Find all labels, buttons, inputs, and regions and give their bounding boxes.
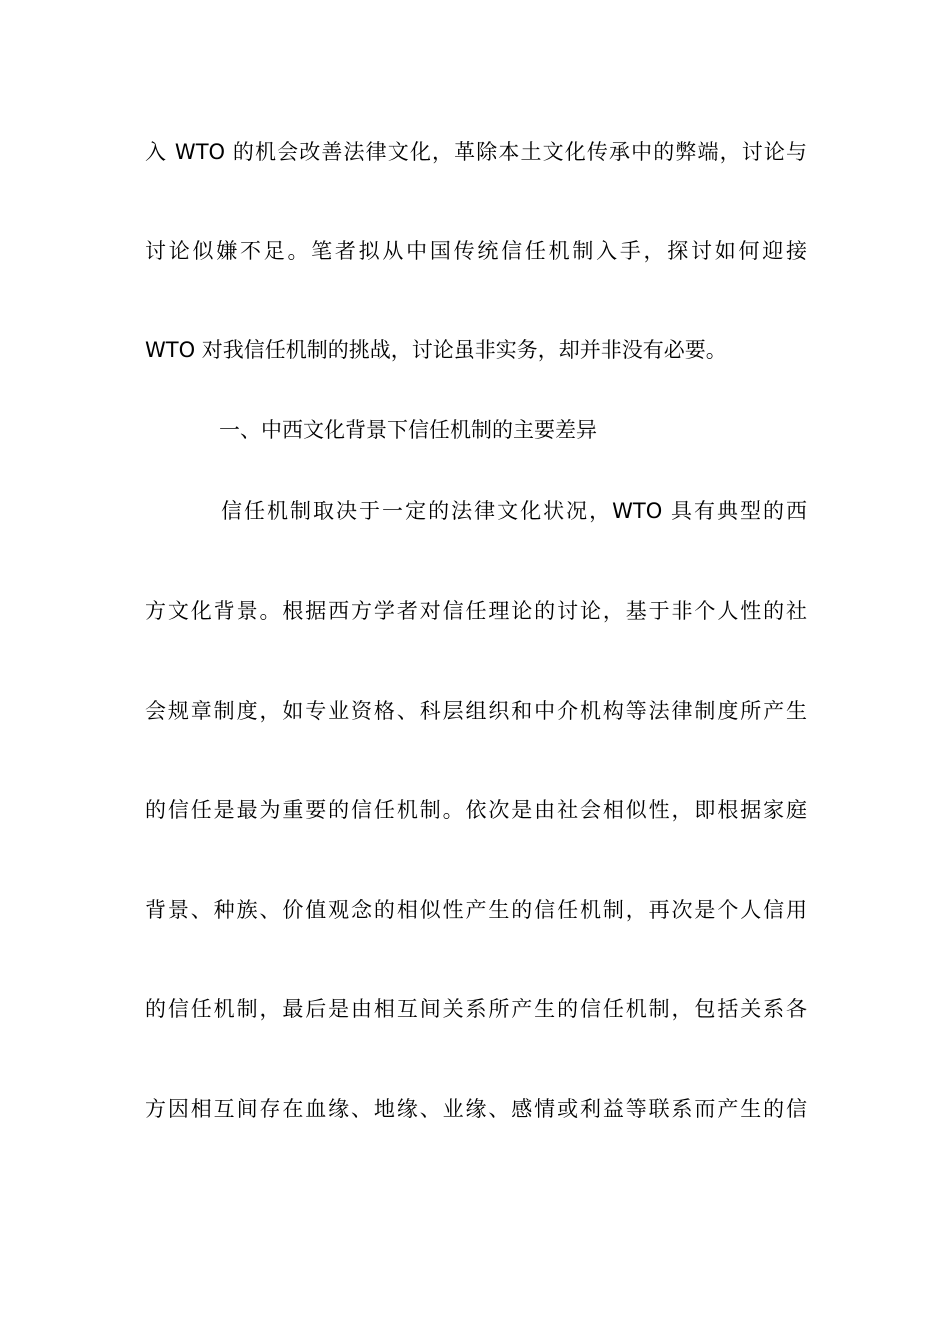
paragraph-line-4: 信任机制取决于一定的法律文化状况，WTO 具有典型的西 [221,499,807,523]
paragraph-line-8: 背景、种族、价值观念的相似性产生的信任机制，再次是个人信用 [145,898,807,922]
section-heading: 一、中西文化背景下信任机制的主要差异 [219,418,597,442]
paragraph-line-9: 的信任机制，最后是由相互间关系所产生的信任机制，包括关系各 [145,997,807,1021]
paragraph-line-3: WTO 对我信任机制的挑战，讨论虽非实务，却并非没有必要。 [145,338,727,362]
paragraph-line-2: 讨论似嫌不足。笔者拟从中国传统信任机制入手，探讨如何迎接 [145,239,807,263]
paragraph-line-1: 入 WTO 的机会改善法律文化，革除本土文化传承中的弊端，讨论与 [145,140,807,164]
paragraph-line-7: 的信任是最为重要的信任机制。依次是由社会相似性，即根据家庭 [145,798,807,822]
paragraph-line-10: 方因相互间存在血缘、地缘、业缘、感情或利益等联系而产生的信 [145,1097,807,1121]
paragraph-line-5: 方文化背景。根据西方学者对信任理论的讨论，基于非个人性的社 [145,599,807,623]
paragraph-line-6: 会规章制度，如专业资格、科层组织和中介机构等法律制度所产生 [145,699,807,723]
